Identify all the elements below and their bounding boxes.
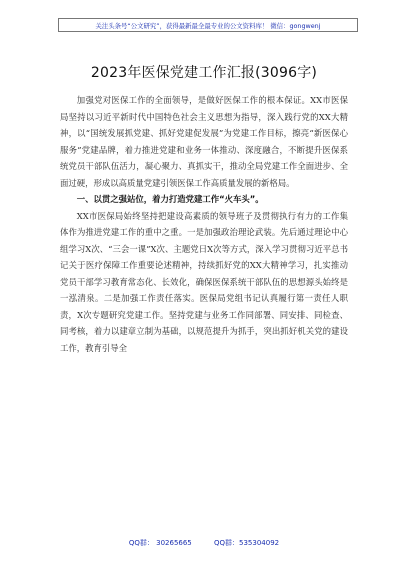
qq-group-2: QQ群：535304092: [214, 539, 280, 547]
paragraph: 加强党对医保工作的全面领导，是做好医保工作的根本保证。XX市医保局坚持以习近平新时代中国特色社会主义思想为指导，深入践行党的XX大精神，以“国统发展抓党建、抓好党建促发展”为党建工作目标，擦亮“新医保心服务”党建品牌，着力推进党建和业务一体推动、深度融合，不断提升医保系统党员干部队伍活力，凝心聚力、真抓实干，推动全局党建工作全面进步、全面过硬，形成以高质量党建引领医保工作高质量发展的新格局。: [60, 95, 348, 188]
section-heading: 一、以贯之强站位，着力打造党建工作“火车头”。: [76, 194, 264, 204]
top-banner: 关注头条号“公文研究”，获得最新最全最专业的公文资料库！ 微信：gongwenj: [58, 18, 358, 32]
document-body: [60, 92, 348, 356]
footer: [0, 538, 408, 548]
document-title: 2023年医保党建工作汇报(3096字): [90, 65, 318, 81]
qq-group-1: QQ群： 30265665: [128, 539, 192, 547]
paragraph: XX市医保局始终坚持把建设高素质的领导班子及贯彻执行有力的工作集体作为推进党建工作的重中之重。一是加强政治理论武装。先后通过理论中心组学习X次、“三会一课”X次、主题党日X次等方式，深入学习贯彻习近平总书记关于医疗保障工作重要论述精神，持续抓好党的XX大精神学习，扎实推动党员干部学习教育常态化、长效化，确保医保系统干部队伍的思想源头始终是一泓清泉。二是加强工作责任落实。医保局党组书记认真履行第一责任人职责，X次专题研究党建工作。坚持党建与业务工作同部署、同安排、同检查、同考核，着力以建章立制为基础，以规范提升为抓手，突出抓好机关党的建设工作，教育引导全: [60, 210, 348, 353]
